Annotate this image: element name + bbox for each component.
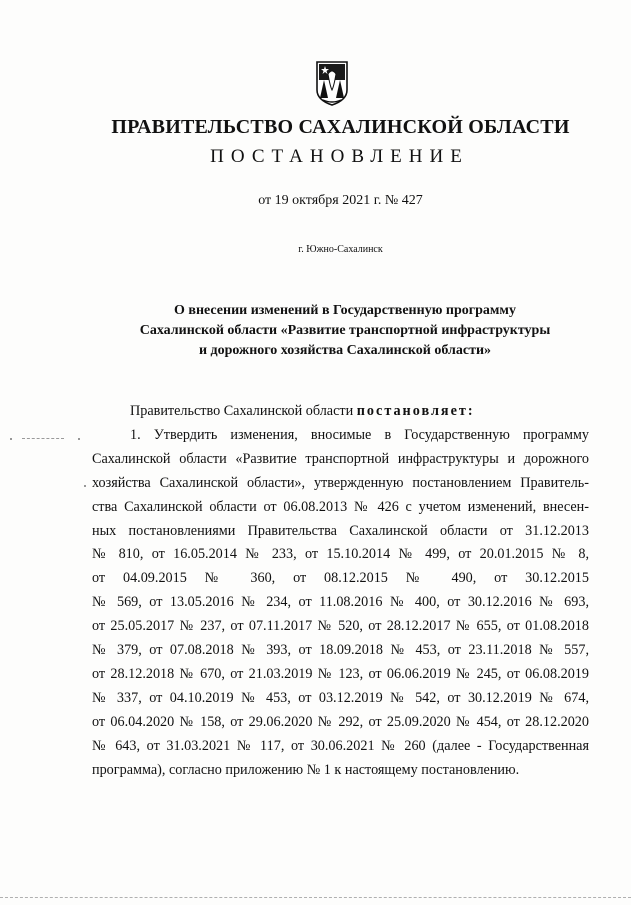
body-line: от 04.09.2015 № 360, от 08.12.2015 № 490, от 30.12.2015 — [92, 570, 589, 587]
body-line: № 569, от 13.05.2016 № 234, от 11.08.2016 № 400, от 30.12.2016 № 693, — [92, 594, 589, 611]
body-line: № 337, от 04.10.2019 № 453, от 03.12.2019 № 542, от 30.12.2019 № 674, — [92, 689, 589, 706]
body-line: ных постановлениями Правительства Сахалинской области от 31.12.2013 — [92, 522, 589, 539]
body-line: Сахалинской области «Развитие транспортной инфраструктуры и дорожного — [92, 450, 589, 467]
body-line: от 06.04.2020 № 158, от 29.06.2020 № 292, от 25.09.2020 № 454, от 28.12.2020 — [92, 713, 589, 730]
body-line: № 643, от 31.03.2021 № 117, от 30.06.2021 № 260 (далее - Государственная — [92, 737, 589, 754]
subject-line: Сахалинской области «Развитие транспортной инфраструктуры — [139, 323, 551, 338]
body-line: от 28.12.2018 № 670, от 21.03.2019 № 123, от 06.06.2019 № 245, от 06.08.2019 — [92, 665, 589, 682]
subject-line: О внесении изменений в Государственную программу — [174, 303, 516, 318]
sakhalin-coat-of-arms-icon — [315, 60, 349, 106]
body-line: № 810, от 16.05.2014 № 233, от 15.10.2014 № 499, от 20.01.2015 № 8, — [92, 546, 589, 563]
body-line: ства Сахалинской области от 06.08.2013 № 426 с учетом изменений, внесен- — [92, 498, 589, 515]
document-date-number: от 19 октября 2021 г. № 427 — [258, 193, 423, 208]
document-subject — [95, 301, 595, 361]
body-line: программа), согласно приложению № 1 к настоящему постановлению. — [92, 761, 520, 778]
body-line: хозяйства Сахалинской области», утвержденную постановлением Правитель- — [92, 474, 589, 491]
body-line: 1. Утвердить изменения, вносимые в Государственную программу — [130, 426, 589, 443]
intro-text: Правительство Сахалинской области — [130, 403, 357, 419]
decree-word: постановляет: — [356, 403, 475, 419]
document-type: ПОСТАНОВЛЕНИЕ — [210, 146, 469, 167]
body-line: от 25.05.2017 № 237, от 07.11.2017 № 520, от 28.12.2017 № 655, от 01.08.2018 — [92, 618, 589, 635]
scan-artifact — [22, 438, 64, 439]
document-body — [92, 400, 589, 783]
document-city: г. Южно-Сахалинск — [298, 244, 383, 255]
body-intro — [92, 400, 589, 424]
scan-artifact — [78, 438, 80, 440]
subject-line: и дорожного хозяйства Сахалинской области» — [198, 343, 492, 358]
government-title: ПРАВИТЕЛЬСТВО САХАЛИНСКОЙ ОБЛАСТИ — [111, 116, 570, 138]
scan-artifact — [0, 897, 631, 898]
scan-artifact — [84, 485, 86, 487]
scan-artifact — [10, 438, 12, 440]
body-line: № 379, от 07.08.2018 № 393, от 18.09.2018 № 453, от 23.11.2018 № 557, — [92, 642, 589, 659]
